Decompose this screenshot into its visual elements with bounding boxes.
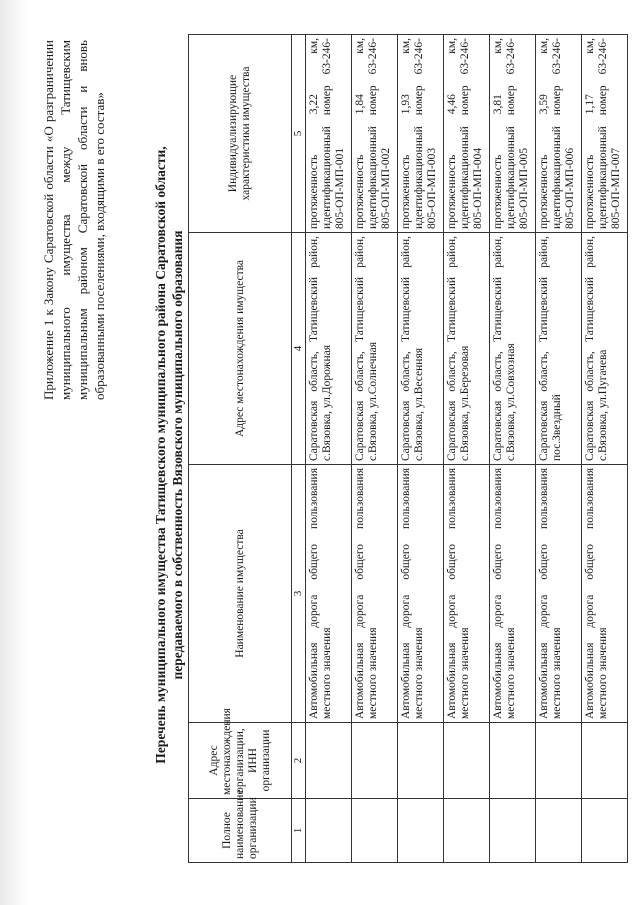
property-address-cell: Саратовская область, Татищевский район, с.Вязовка, ул.Березовая (444, 233, 490, 465)
property-name-cell: Автомобильная дорога общего пользования местного значения (444, 465, 490, 723)
property-name-cell: Автомобильная дорога общего пользования местного значения (398, 465, 444, 723)
column-number: 1 (292, 799, 306, 863)
property-name-cell: Автомобильная дорога общего пользования местного значения (536, 465, 582, 723)
column-number: 2 (292, 723, 306, 799)
table-row (444, 35, 490, 863)
property-address-cell: Саратовская область, Татищевский район, пос.Звездный (536, 233, 582, 465)
table-row (536, 35, 582, 863)
org-address-cell (352, 723, 398, 799)
appendix-header: Приложение 1 к Закону Саратовской области «О разграничении муниципального имущества между Татищевским муниципальным районом Саратовской области и вновь образованными поселениями, входящими в его состав» (41, 40, 107, 400)
property-name-cell: Автомобильная дорога общего пользования местного значения (306, 465, 352, 723)
property-address-cell: Саратовская область, Татищевский район, с.Вязовка, ул.Весенняя (398, 233, 444, 465)
column-number-row (292, 35, 306, 863)
org-address-cell (444, 723, 490, 799)
org-name-cell (352, 799, 398, 863)
header-org-address: Адрес местонахождения организации, ИНН организации (189, 723, 292, 799)
column-number: 5 (292, 35, 306, 233)
property-table (188, 34, 628, 863)
property-name-cell: Автомобильная дорога общего пользования местного значения (582, 465, 628, 723)
org-address-cell (306, 723, 352, 799)
org-name-cell (398, 799, 444, 863)
org-name-cell (582, 799, 628, 863)
table-row (582, 35, 628, 863)
characteristics-cell: протяженность 1,93 км, идентификационный номер 63-246-805-ОП-МП-003 (398, 35, 444, 233)
characteristics-cell: протяженность 3,59 км, идентификационный номер 63-246-805-ОП-МП-006 (536, 35, 582, 233)
property-address-cell: Саратовская область, Татищевский район, с.Вязовка, ул.Дорожная (306, 233, 352, 465)
property-address-cell: Саратовская область, Татищевский район, с.Вязовка, ул.Пугачева (582, 233, 628, 465)
characteristics-cell: протяженность 3,81 км, идентификационный номер 63-246-805-ОП-МП-005 (490, 35, 536, 233)
table-header-row (189, 35, 292, 863)
table-row (306, 35, 352, 863)
org-name-cell (306, 799, 352, 863)
column-number: 4 (292, 233, 306, 465)
property-address-cell: Саратовская область, Татищевский район, с.Вязовка, ул.Совхозная (490, 233, 536, 465)
header-property-name: Наименование имущества (189, 465, 292, 723)
property-name-cell: Автомобильная дорога общего пользования местного значения (490, 465, 536, 723)
characteristics-cell: протяженность 4,46 км, идентификационный номер 63-246-805-ОП-МП-004 (444, 35, 490, 233)
table-row (398, 35, 444, 863)
table-row (352, 35, 398, 863)
title-line-1: Перечень муниципального имущества Татищевского муниципального района Саратовской области, (153, 146, 168, 764)
org-name-cell (536, 799, 582, 863)
org-address-cell (536, 723, 582, 799)
header-characteristics: Индивидуализирующие характеристики имущества (189, 35, 292, 233)
title-line-2: передаваемого в собственность Вязовского муниципального образования (170, 230, 185, 680)
header-org-name: Полное наименование организации (189, 799, 292, 863)
document-title (152, 65, 186, 845)
org-address-cell (490, 723, 536, 799)
characteristics-cell: протяженность 3,22 км, идентификационный номер 63-246-805-ОП-МП-001 (306, 35, 352, 233)
table-row (490, 35, 536, 863)
org-name-cell (444, 799, 490, 863)
property-name-cell: Автомобильная дорога общего пользования местного значения (352, 465, 398, 723)
org-address-cell (582, 723, 628, 799)
org-name-cell (490, 799, 536, 863)
org-address-cell (398, 723, 444, 799)
column-number: 3 (292, 465, 306, 723)
characteristics-cell: протяженность 1,84 км, идентификационный номер 63-246-805-ОП-МП-002 (352, 35, 398, 233)
property-address-cell: Саратовская область, Татищевский район, с.Вязовка, ул.Солнечная (352, 233, 398, 465)
header-property-address: Адрес местонахождения имущества (189, 233, 292, 465)
characteristics-cell: протяженность 1,17 км, идентификационный номер 63-246-805-ОП-МП-007 (582, 35, 628, 233)
